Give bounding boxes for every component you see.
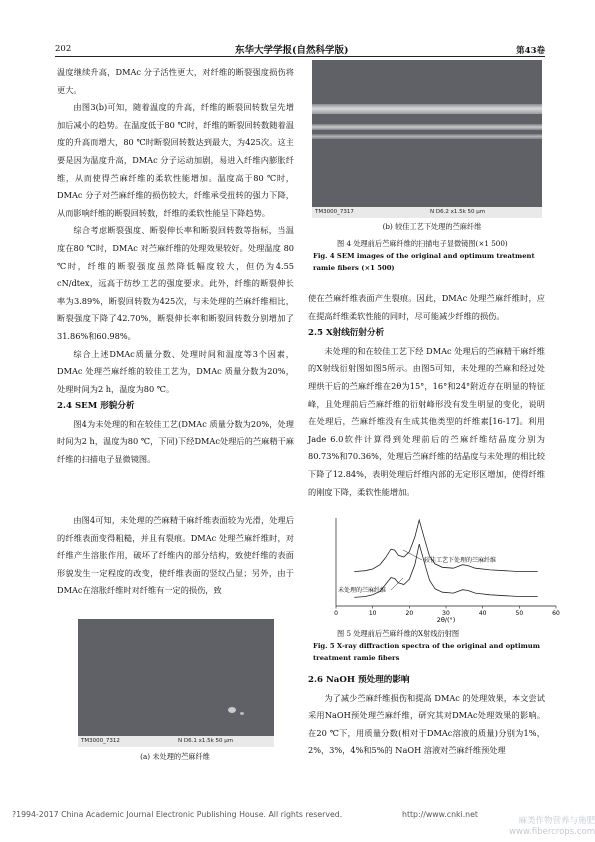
section-heading-2-6: 2.6 NaOH 预处理的影响	[308, 675, 410, 685]
annotation-original: 未处理的苎麻纤维	[338, 587, 387, 594]
surface-particle	[240, 712, 244, 715]
paragraph: 由图4可知，未处理的苎麻精干麻纤维表面较为光滑，处理后的纤维表面变得粗糙，并且有裂痕。DMAc 处理苎麻纤维时，对纤维产生溶胀作用，破坏了纤维内的部分结构，致使纤维的表面形貌发生一定程度的改变，使纤维表面的竖纹凸显；另外，由于DMAc在溶胀纤维时对纤维有一定的损伤，致	[57, 515, 294, 596]
x-tick-label: 40	[478, 610, 487, 617]
section-heading-2-5: 2.5 X射线衍射分析	[308, 328, 385, 339]
x-tick-label: 30	[442, 610, 450, 617]
right-column-text	[308, 290, 545, 501]
x-tick-label: 0	[334, 610, 338, 617]
fiber-strand	[312, 104, 542, 114]
paragraph: 使在苎麻纤维表面产生裂痕。因此，DMAc 处理苎麻纤维时，应在提高纤维柔软性能的同时，尽可能减少纤维的损伤。	[308, 293, 545, 321]
right-column-lower-text	[308, 672, 545, 760]
sem-info-bar	[312, 207, 542, 218]
sem-image-original	[78, 619, 274, 747]
watermark: 麻类作物营养与施肥 www.fibercrops.com	[509, 816, 595, 837]
caption-en-label: Fig. 5	[313, 641, 335, 650]
caption-en-label: Fig. 4	[313, 251, 335, 260]
x-tick-label: 20	[405, 610, 414, 617]
copyright-notice: ?1994-2017 China Academic Journal Electronic Publishing House. All rights reserved.	[12, 810, 343, 819]
section-heading-2-4: 2.4 SEM 形貌分析	[57, 401, 135, 412]
fiber-strand	[312, 124, 542, 130]
left-column-lower-text	[57, 512, 294, 600]
x-tick-label: 60	[552, 610, 560, 617]
page-number: 202	[55, 44, 72, 54]
paragraph: 图4为未处理的和在较佳工艺(DMAc 质量分数为20%，处理时间为2 h，温度为80 ℃，下同)下经DMAc处理后的苎麻精干麻纤维的扫描电子显微镜图。	[57, 418, 294, 465]
annotation-treated: 较佳工艺下处理的苎麻纤维	[424, 557, 497, 564]
caption-en: SEM images of the original and optimum treatment ramie fibers (×1 500)	[313, 251, 535, 272]
x-tick-label: 10	[368, 610, 377, 617]
sem-model: TM3000_7317	[315, 209, 354, 215]
caption-zh: 图 5 处理前后苎麻纤维的X射线衍射图	[337, 629, 460, 638]
subcaption-a: (a) 未处理的苎麻纤维	[140, 752, 210, 761]
paragraph: 综合上述DMAc质量分数、处理时间和温度等3个因素，DMAc 处理苎麻纤维的较佳工艺为，DMAc 质量分数为20%，处理时间为2 h，温度为80 ℃。	[57, 348, 294, 394]
sem-info: N D6.2 x1.5k 50 μm	[430, 209, 486, 215]
fiber-strand	[312, 134, 542, 139]
paragraph: 为了减少苎麻纤维损伤和提高 DMAc 的处理效果，本文尝试采用NaOH预处理苎麻纤维，研究其对DMAc处理效果的影响。在20 ℃下，用质量分数(相对于DMAc溶液的质量)分别为1%，2%，3%，4%和5%的 NaOH 溶液对苎麻纤维预处理	[308, 692, 545, 756]
caption-zh: 图 4 处理前后苎麻纤维的扫描电子显微镜图(×1 500)	[337, 239, 508, 248]
x-tick-label: 50	[515, 610, 524, 617]
sem-image-treated	[312, 60, 542, 218]
chart-annotations	[338, 550, 496, 594]
left-column-text	[57, 64, 294, 469]
subcaption-b: (b) 较佳工艺下处理的苎麻纤维	[382, 222, 482, 231]
paragraph: 综合考虑断裂强度、断裂伸长率和断裂回转数等指标，当温度在80 ℃时，DMAc 对苎麻纤维的处理效果较好。处理温度 80 ℃时，纤维的断裂强度虽然降低幅度较大，但仍为4.55 cN/dtex，远高于纺纱工艺的强度要求。此外，纤维的断裂伸长率为3.89%，断裂回转数为425次，与未处理的苎麻纤维相比，断裂强度下降了42.70%，断裂伸长率和断裂回转数分别增加了31.86%和60.98%。	[57, 225, 294, 341]
paragraph: 未处理的和在较佳工艺下经 DMAc 处理后的苎麻精干麻纤维的X射线衍射图如图5所示。由图5可知，未处理的苎麻和经过处理烘干后的苎麻纤维在2θ为15°，16°和24°附近存在明显的特征峰，且处理前后苎麻纤维的衍射峰形没有发生明显的变化，说明在处理后，苎麻纤维没有生成其他类型的纤维素[16-17]。利用Jade 6.0软件计算得到处理前后的苎麻纤维结晶度分别为80.73%和70.36%，处理后苎麻纤维的结晶度与未处理的相比较下降了12.84%，表明处理后纤维内部的无定形区增加，使得纤维的刚度下降，柔软性能增加。	[308, 345, 545, 497]
header-rule	[55, 56, 545, 57]
journal-title: 东华大学学报(自然科学版)	[235, 45, 349, 56]
x-axis-label: 2θ/(°)	[436, 616, 456, 624]
sem-info-bar	[78, 736, 274, 747]
caption-en: X-ray diffraction spectra of the original and optimum treatment ramie fibers	[313, 641, 540, 662]
figure-5-caption	[313, 628, 545, 665]
figure-4-caption	[313, 238, 545, 275]
paragraph: 由图3(b)可知，随着温度的升高，纤维的断裂回转数呈先增加后减小的趋势。在温度低于80 ℃时，纤维的断裂回转数随着温度的升高而增大，80 ℃时断裂回转数达到最大，为425次。这主要是因为温度升高，DMAc 分子运动加剧，易进入纤维内膨胀纤维，从而使得苎麻纤维的柔软性能增加。温度高于80 ℃时，DMAc 分子对苎麻纤维的损伤较大，纤维承受扭转的强力下降，从而影响纤维的断裂回转数，纤维的柔软性能呈下降趋势。	[57, 102, 294, 218]
running-header	[55, 42, 545, 56]
volume-label: 第43卷	[516, 46, 545, 56]
sem-info: N D6.1 x1.5k 50 μm	[178, 738, 234, 744]
footer-url: http://www.cnki.net	[402, 810, 478, 819]
paragraph: 温度继续升高，DMAc 分子活性更大，对纤维的断裂强度损伤将更大。	[57, 67, 294, 95]
xrd-chart	[306, 512, 568, 624]
sem-model: TM3000_7312	[81, 738, 120, 744]
surface-particle	[228, 707, 236, 713]
